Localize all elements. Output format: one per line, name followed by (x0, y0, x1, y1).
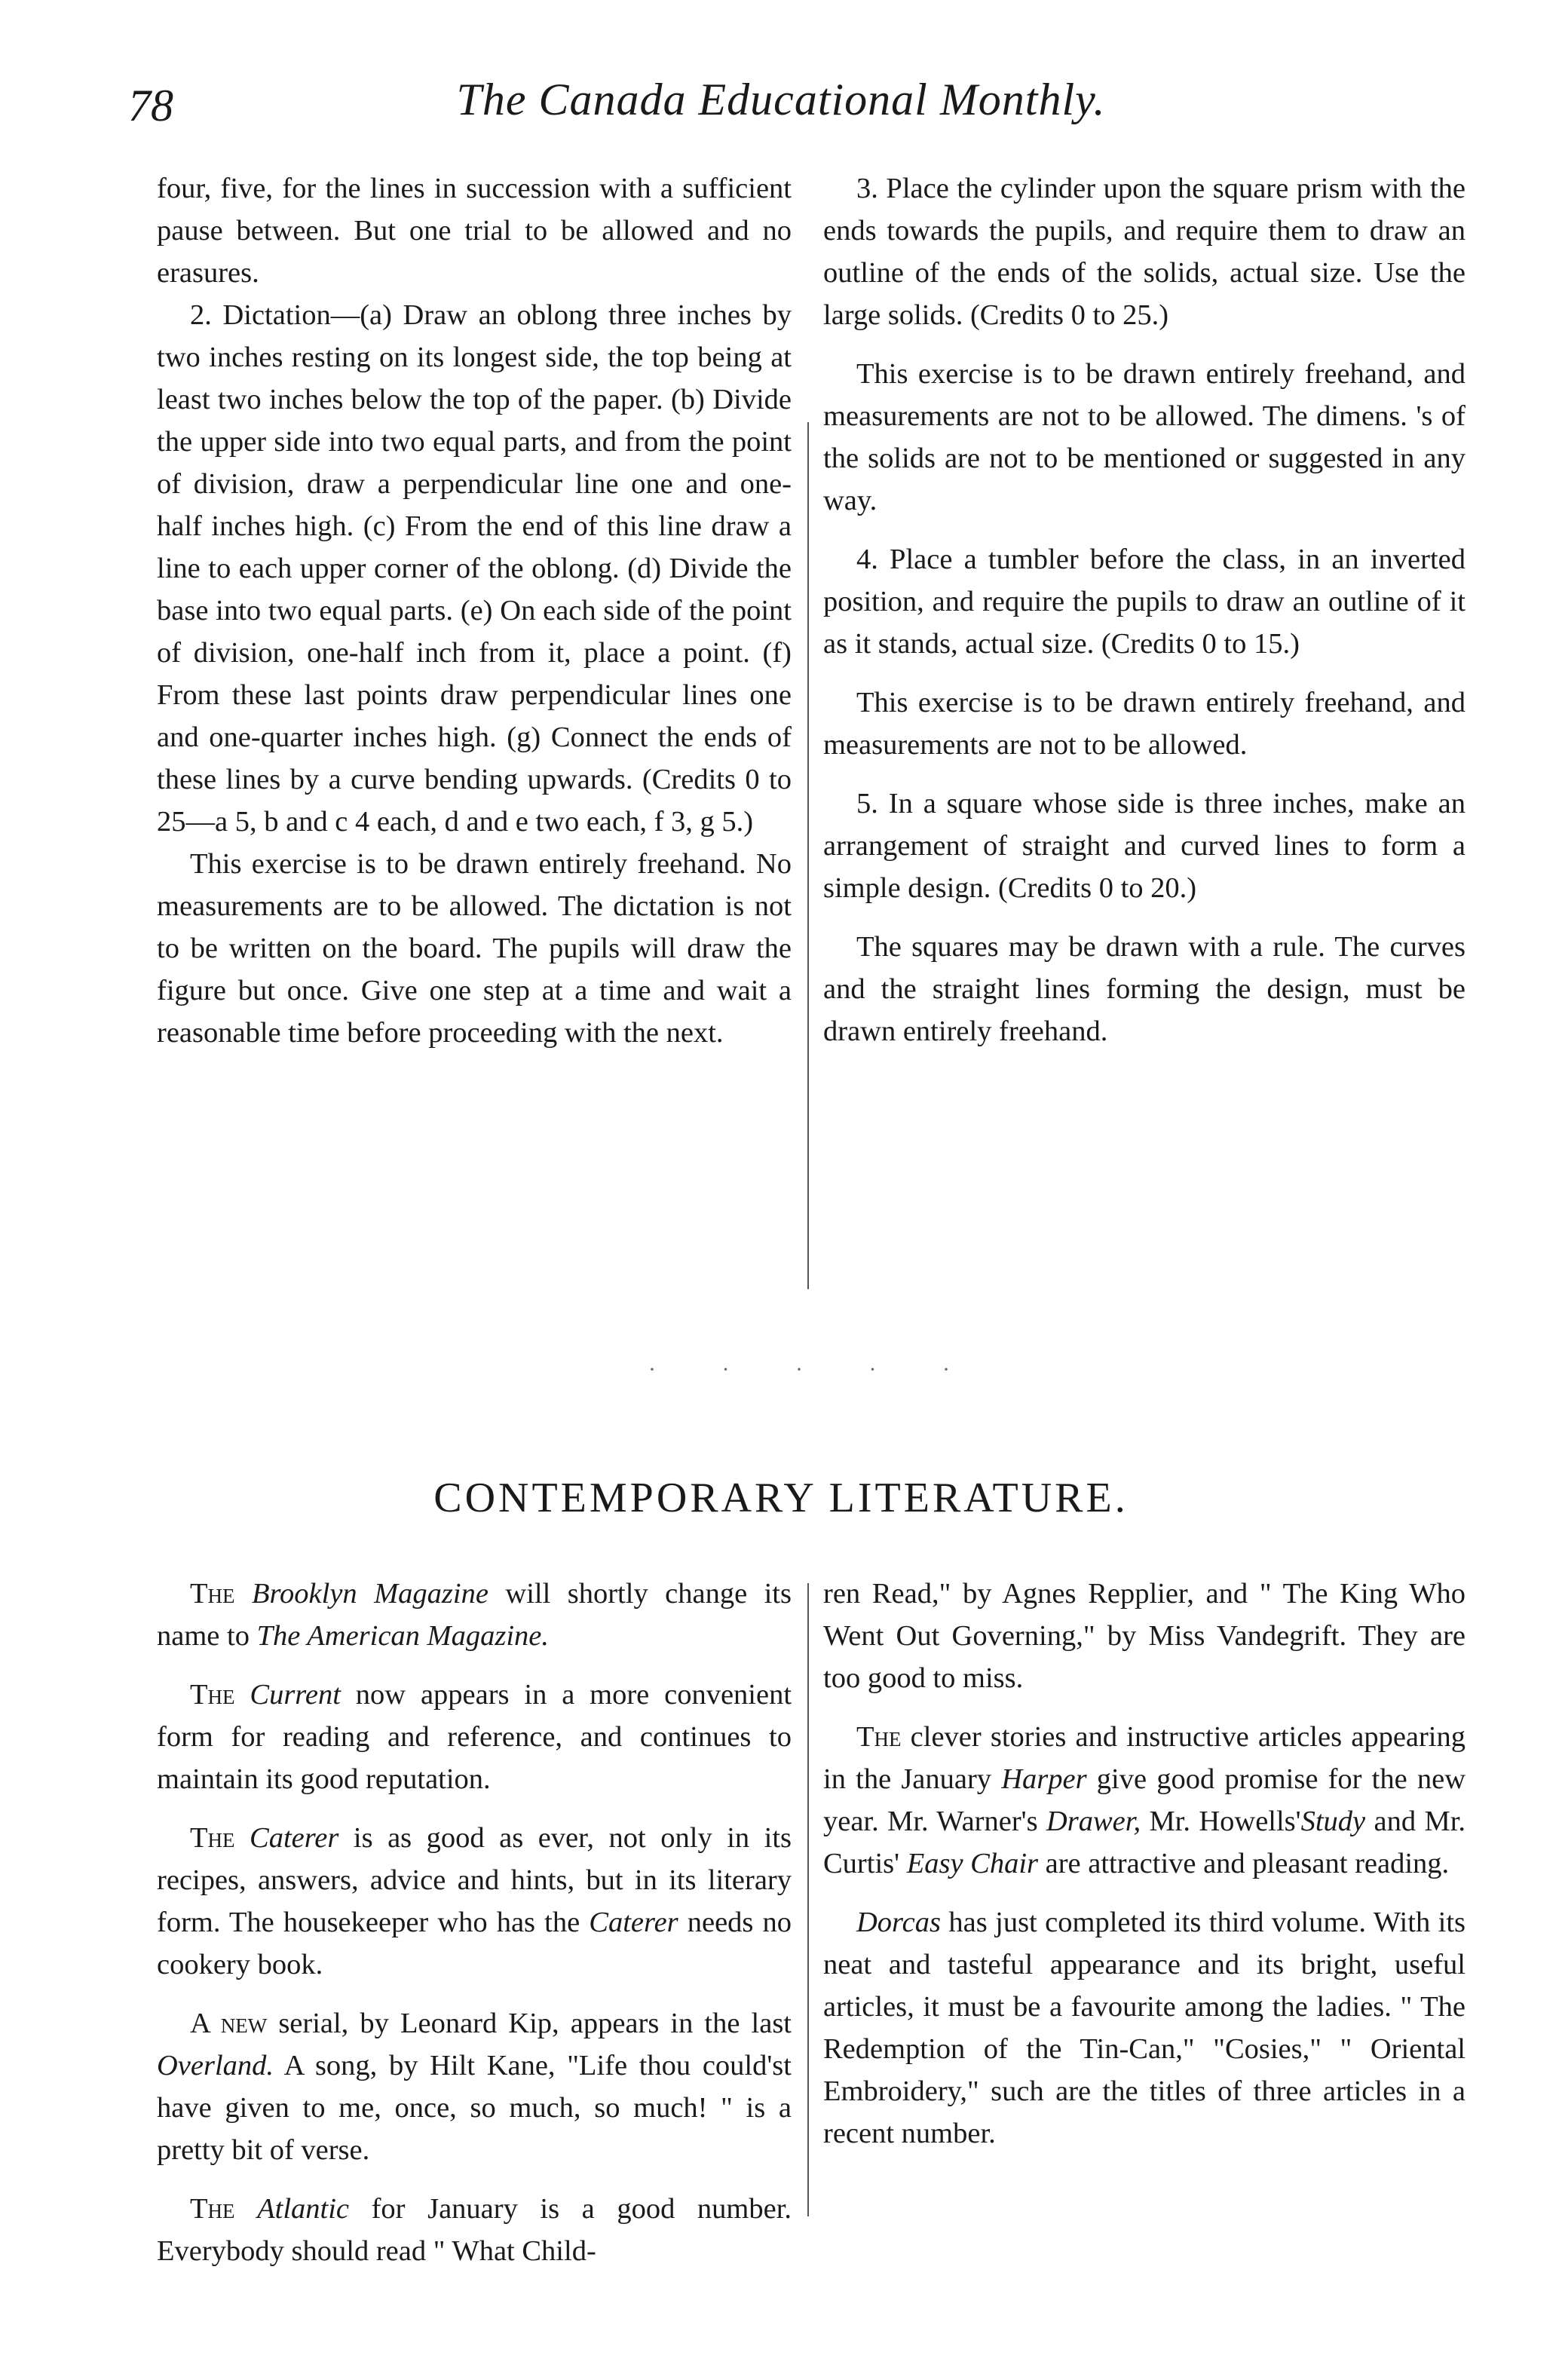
paragraph: four, five, for the lines in succession with a sufficient pause between. But one trial to be allowed and no erasures. (157, 173, 792, 289)
separator-ornament: · · · · · (648, 1357, 980, 1382)
bottom-left-column (157, 1573, 792, 2272)
paragraph: The squares may be drawn with a rule. The curves and the straight lines forming the design, must be drawn entirely freehand. (823, 931, 1466, 1047)
periodical-title: Overland. (157, 2050, 274, 2081)
text: clever stories and instructive articles appearing in the January (823, 1721, 1466, 1795)
text: is as good as ever, not only in its recipes, answers, advice and hints, but in its literary form. The housekeeper who has the (157, 1822, 792, 1938)
section-title: CONTEMPORARY LITERATURE. (433, 1475, 1129, 1521)
column-divider (807, 422, 809, 1289)
lead-word: The (856, 1721, 902, 1753)
text: for January is a good number. Everybody should read " What Child- (157, 2193, 792, 2267)
paragraph: 2. Dictation—(a) Draw an oblong three inches by two inches resting on its longest side, the top being at least two inches below the top of the paper. (b) Divide the upper side into two equal parts, and from the point of division, draw a perpendicular line one and one-half inches high. (c) From the end of this line draw a line to each upper corner of the oblong. (d) Divide the base into two equal parts. (e) On each side of the point of division, one-half inch from it, place a point. (f) From these last points draw perpendicular lines one and one-quarter inches high. (g) Connect the ends of these lines by a curve bending upwards. (Credits 0 to 25—a 5, b and c 4 each, d and e two each, f 3, g 5.) (157, 299, 792, 838)
periodical-title: Drawer, (1046, 1806, 1141, 1837)
periodical-title: Harper (1001, 1763, 1087, 1795)
periodical-title: Atlantic (257, 2193, 350, 2225)
periodical-title: Dorcas (856, 1907, 941, 1938)
text: now appears in a more convenient form for reading and reference, and continues to maintain its good reputation. (157, 1679, 792, 1795)
paragraph (157, 1573, 792, 1657)
periodical-title: Caterer (250, 1822, 339, 1854)
periodical-title: Caterer (589, 1907, 678, 1938)
paragraph: This exercise is to be drawn entirely freehand. No measurements are to be allowed. The dictation is not to be written on the board. The pupils will draw the figure but once. Give one step at a time and wait a reasonable time before proceeding with the next. (157, 848, 792, 1049)
text: give good promise for the new year. Mr. Warner's (823, 1763, 1466, 1837)
paragraph: This exercise is to be drawn entirely freehand, and measurements are not to be allowed. The dimens. 's of the solids are not to be mentioned or suggested in any way. (823, 358, 1466, 516)
column-divider (807, 1583, 809, 2216)
lead-word: The (190, 1578, 235, 1610)
paragraph (157, 2188, 792, 2272)
lead-word: The (190, 2193, 235, 2225)
paragraph: 5. In a square whose side is three inches, make an arrangement of straight and curved lines to form a simple design. (Credits 0 to 20.) (823, 788, 1466, 904)
periodical-title: Current (250, 1679, 341, 1711)
text: Mr. Howells' (1149, 1806, 1301, 1837)
periodical-title: Study (1300, 1806, 1366, 1837)
lead-word: A new (190, 2008, 268, 2039)
text: are attractive and pleasant reading. (1045, 1848, 1450, 1879)
page-number: 78 (128, 81, 173, 130)
text: needs no cookery book. (157, 1907, 792, 1980)
bottom-right-column (823, 1573, 1466, 2155)
periodical-title: Easy Chair (906, 1848, 1039, 1879)
paragraph: 4. Place a tumbler before the class, in an inverted position, and require the pupils to draw an outline of it as it stands, actual size. (Credits 0 to 15.) (823, 544, 1466, 660)
paragraph: This exercise is to be drawn entirely freehand, and measurements are not to be allowed. (823, 687, 1466, 761)
paragraph (823, 1716, 1466, 1885)
paragraph: 3. Place the cylinder upon the square prism with the ends towards the pupils, and require them to draw an outline of the ends of the solids, actual size. Use the large solids. (Credits 0 to 25.) (823, 173, 1466, 331)
paragraph (157, 1817, 792, 1986)
periodical-title: Brooklyn Magazine (251, 1578, 489, 1610)
paragraph: ren Read," by Agnes Repplier, and " The King Who Went Out Governing," by Miss Vandegrift. They are too good to miss. (823, 1578, 1466, 1694)
top-left-column (157, 167, 792, 1054)
lead-word: The (190, 1679, 235, 1711)
paragraph (157, 1674, 792, 1800)
running-title: The Canada Educational Monthly. (456, 75, 1106, 124)
top-right-column (823, 167, 1466, 1052)
text: serial, by Leonard Kip, appears in the last (278, 2008, 792, 2039)
text: A song, by Hilt Kane, "Life thou could'st have given to me, once, so much, so much! " is a pretty bit of verse. (157, 2050, 792, 2166)
text: has just completed its third volume. With its neat and tasteful appearance and its bright, useful articles, it must be a favourite among the ladies. " The Redemption of the Tin-Can," "Cosies," " Oriental Embroidery," such are the titles of three articles in a recent number. (823, 1907, 1466, 2149)
text: will shortly change its name to (157, 1578, 792, 1652)
text: and Mr. Curtis' (823, 1806, 1466, 1879)
paragraph (157, 2002, 792, 2171)
paragraph (823, 1901, 1466, 2155)
periodical-title: The American Magazine. (256, 1620, 550, 1652)
lead-word: The (190, 1822, 235, 1854)
